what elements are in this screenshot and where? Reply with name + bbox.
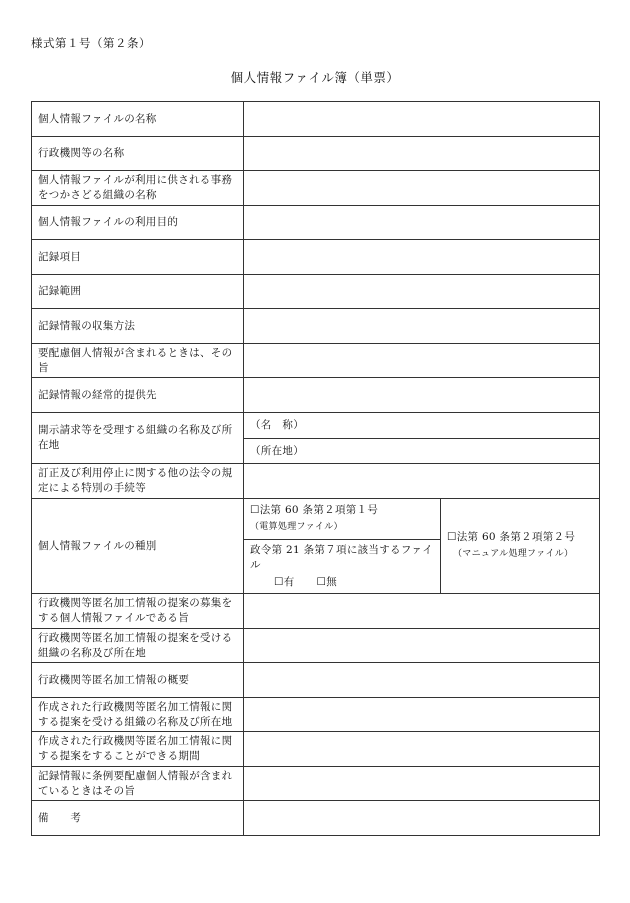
table-row — [32, 698, 600, 732]
ordinance-text: 政令第 21 条第７項に該当するファイル — [250, 544, 434, 571]
value-cell-regular-recipients[interactable] — [244, 378, 600, 413]
disclosure-address-field[interactable] — [244, 439, 600, 464]
ordinance-cell — [244, 540, 441, 594]
row-label: 記録情報の収集方法 — [32, 309, 244, 344]
table-row — [32, 499, 600, 540]
value-cell-purpose[interactable] — [244, 206, 600, 240]
row-label: 開示請求等を受理する組織の名称及び所在地 — [32, 413, 244, 464]
value-cell-organization-name[interactable] — [244, 171, 600, 206]
row-label: 行政機関等の名称 — [32, 137, 244, 171]
option-computer-file-sub: （電算処理ファイル） — [250, 522, 343, 532]
value-cell-ordinance-sensitive[interactable] — [244, 767, 600, 801]
value-cell-agency-name[interactable] — [244, 137, 600, 171]
table-row — [32, 464, 600, 499]
table-row — [32, 767, 600, 801]
address-field-label: （所在地） — [250, 444, 304, 457]
page-title: 個人情報ファイル簿（単票） — [230, 70, 400, 85]
value-cell-anon-proposal-solicit[interactable] — [244, 594, 600, 629]
value-cell-remarks[interactable] — [244, 801, 600, 836]
option-computer-file[interactable] — [244, 499, 441, 540]
row-label: 行政機関等匿名加工情報の提案を受ける組織の名称及び所在地 — [32, 629, 244, 663]
value-cell-anon-created-org[interactable] — [244, 698, 600, 732]
table-row — [32, 344, 600, 378]
disclosure-name-field[interactable] — [244, 413, 600, 439]
table-row — [32, 663, 600, 698]
option-computer-file-label: ☐法第 60 条第２項第１号 — [250, 504, 379, 516]
table-row — [32, 629, 600, 663]
row-label: 個人情報ファイルが利用に供される事務をつかさどる組織の名称 — [32, 171, 244, 206]
row-label: 記録範囲 — [32, 275, 244, 309]
row-label: 作成された行政機関等匿名加工情報に関する提案を受ける組織の名称及び所在地 — [32, 698, 244, 732]
row-label: 記録情報に条例要配慮個人情報が含まれているときはその旨 — [32, 767, 244, 801]
personal-info-file-register-table — [31, 101, 600, 836]
row-label: 行政機関等匿名加工情報の概要 — [32, 663, 244, 698]
option-manual-file-sub: （マニュアル処理ファイル） — [453, 549, 574, 559]
value-cell-collection-method[interactable] — [244, 309, 600, 344]
row-label: 備 考 — [32, 801, 244, 836]
table-row — [32, 594, 600, 629]
row-label: 要配慮個人情報が含まれるときは、その旨 — [32, 344, 244, 378]
option-manual-file-label: ☐法第 60 条第２項第２号 — [447, 531, 576, 543]
table-row — [32, 171, 600, 206]
table-row — [32, 378, 600, 413]
row-label: 記録情報の経常的提供先 — [32, 378, 244, 413]
value-cell-anon-period[interactable] — [244, 732, 600, 767]
checkbox-no[interactable]: ☐無 — [316, 576, 338, 588]
value-cell-record-scope[interactable] — [244, 275, 600, 309]
value-cell-anon-overview[interactable] — [244, 663, 600, 698]
value-cell-anon-proposal-org[interactable] — [244, 629, 600, 663]
table-row — [32, 137, 600, 171]
table-row — [32, 801, 600, 836]
row-label: 個人情報ファイルの利用目的 — [32, 206, 244, 240]
row-label: 作成された行政機関等匿名加工情報に関する提案をすることができる期間 — [32, 732, 244, 767]
table-row — [32, 240, 600, 275]
row-label: 記録項目 — [32, 240, 244, 275]
form-number: 様式第１号（第２条） — [31, 36, 151, 50]
value-cell-sensitive-info[interactable] — [244, 344, 600, 378]
row-label: 行政機関等匿名加工情報の提案の募集をする個人情報ファイルである旨 — [32, 594, 244, 629]
value-cell-special-procedure[interactable] — [244, 464, 600, 499]
table-row — [32, 413, 600, 439]
name-field-label: （名 称） — [250, 419, 304, 431]
row-label: 訂正及び利用停止に関する他の法令の規定による特別の手続等 — [32, 464, 244, 499]
row-label: 個人情報ファイルの名称 — [32, 102, 244, 137]
table-row — [32, 275, 600, 309]
value-cell-file-name[interactable] — [244, 102, 600, 137]
value-cell-record-items[interactable] — [244, 240, 600, 275]
table-row — [32, 309, 600, 344]
checkbox-yes[interactable]: ☐有 — [274, 576, 295, 588]
option-manual-file[interactable] — [441, 499, 600, 594]
table-row — [32, 732, 600, 767]
table-row — [32, 102, 600, 137]
table-row — [32, 206, 600, 240]
row-label: 個人情報ファイルの種別 — [32, 499, 244, 594]
